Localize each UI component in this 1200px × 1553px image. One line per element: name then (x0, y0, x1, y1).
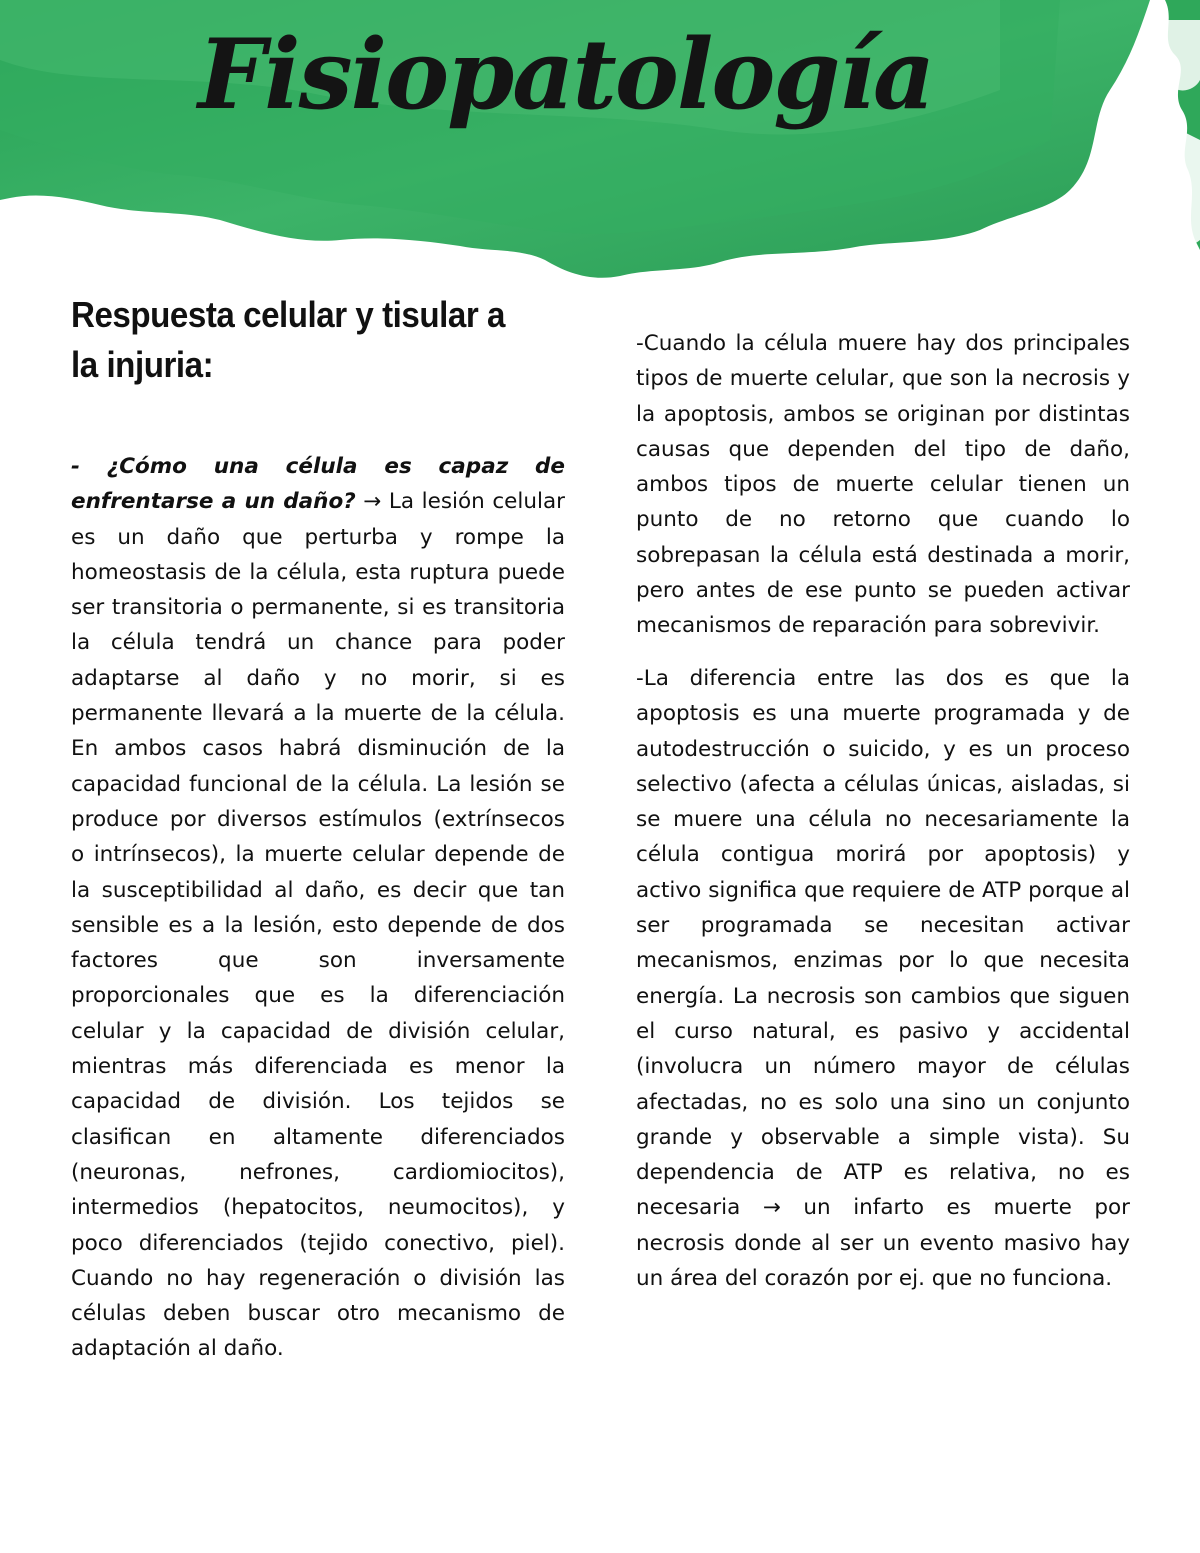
right-paragraph-2: -La diferencia entre las dos es que la apoptosis es una muerte programada y de autodestrucción o suicido, y es un proceso selectivo (afecta a células únicas, aisladas, si se muere una célula no necesariamente la célula contigua morirá por apoptosis) y activo significa que requiere de ATP porque al ser programada se necesitan activar mecanismos, enzimas por lo que necesita energía. La necrosis son cambios que siguen el curso natural, es pasivo y accidental (involucra un número mayor de células afectadas, no es solo una sino un conjunto grande y observable a simple vista). Su dependencia de ATP es relativa, no es necesaria → un infarto es muerte por necrosis donde al ser un evento masivo hay un área del corazón por ej. que no funciona. (636, 666, 1130, 1292)
section-heading: Respuesta celular y tisular a la injuria: (71, 294, 505, 385)
left-paragraph (71, 449, 565, 1367)
header-banner (0, 0, 1200, 290)
question-text: - ¿Cómo una célula es capaz de enfrentarse a un daño? (71, 454, 565, 515)
answer-text: → La lesión celular es un daño que perturba y rompe la homeostasis de la célula, esta ruptura puede ser transitoria o permanente, si es transitoria la célula tendrá un chance para poder adaptarse al daño y no morir, si es permanente llevará a la muerte de la célula. En ambos casos habrá disminución de la capacidad funcional de la célula. La lesión se produce por diversos estímulos (extrínsecos o intrínsecos), la muerte celular depende de la susceptibilidad al daño, es decir que tan sensible es a la lesión, esto depende de dos factores que son inversamente proporcionales que es la diferenciación celular y la capacidad de división celular, mientras más diferenciada es menor la capacidad de división. Los tejidos se clasifican en altamente diferenciados (neuronas, nefrones, cardiomiocitos), intermedios (hepatocitos, neumocitos), y poco diferenciados (tejido conectivo, piel). Cuando no hay regeneración o división las células deben buscar otro mecanismo de adaptación al daño. (71, 489, 565, 1362)
right-paragraph-1: -Cuando la célula muere hay dos principales tipos de muerte celular, que son la necrosis y la apoptosis, ambos se originan por distintas causas que dependen del tipo de daño, ambos tipos de muerte celular tienen un punto de no retorno que cuando lo sobrepasan la célula está destinada a morir, pero antes de ese punto se pueden activar mecanismos de reparación para sobrevivir. (636, 331, 1130, 639)
page-title: Fisiopatología (198, 18, 934, 131)
